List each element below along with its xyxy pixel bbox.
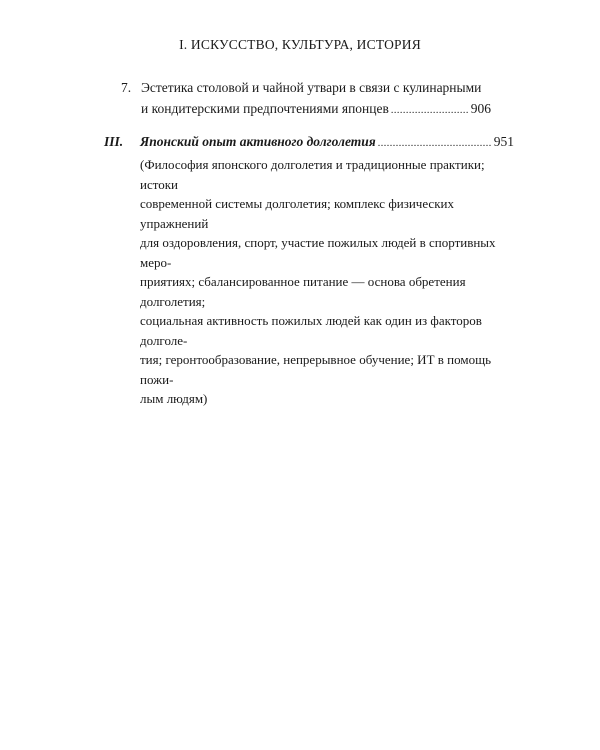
description-line: приятиях; сбалансированное питание — основа обретения долголетия; [140, 274, 466, 309]
toc-entry-title: Японский опыт активного долголетия [140, 134, 376, 149]
toc-entry-number: III. [104, 134, 124, 149]
toc-entry-description [140, 155, 512, 409]
description-line: социальная активность пожилых людей как один из факторов долголе- [140, 313, 482, 348]
toc-entry-III[interactable] [104, 131, 514, 152]
running-head: I. ИСКУССТВО, КУЛЬТУРА, ИСТОРИЯ [179, 37, 421, 52]
dot-leader [391, 106, 469, 116]
description-line: для оздоровления, спорт, участие пожилых людей в спортивных меро- [140, 235, 496, 270]
toc-entry-page-number: 951 [493, 134, 514, 149]
description-line: современной системы долголетия; комплекс физических упражнений [140, 196, 454, 231]
toc-entry-page-number: 906 [470, 101, 491, 116]
toc-entry-title-line1: Эстетика столовой и чайной утвари в связи с кулинарными [141, 80, 482, 95]
toc-entry-title-line2: и кондитерскими предпочтениями японцев [141, 101, 389, 116]
toc-entry-title-line2-row [141, 98, 491, 119]
description-line: лым людям) [140, 391, 208, 406]
description-line: тия; геронтообразование, непрерывное обучение; ИТ в помощь пожи- [140, 352, 492, 387]
dot-leader [378, 139, 492, 149]
toc-entry-number: 7. [121, 80, 132, 95]
description-line: (Философия японского долголетия и традиционные практики; истоки [140, 157, 485, 192]
